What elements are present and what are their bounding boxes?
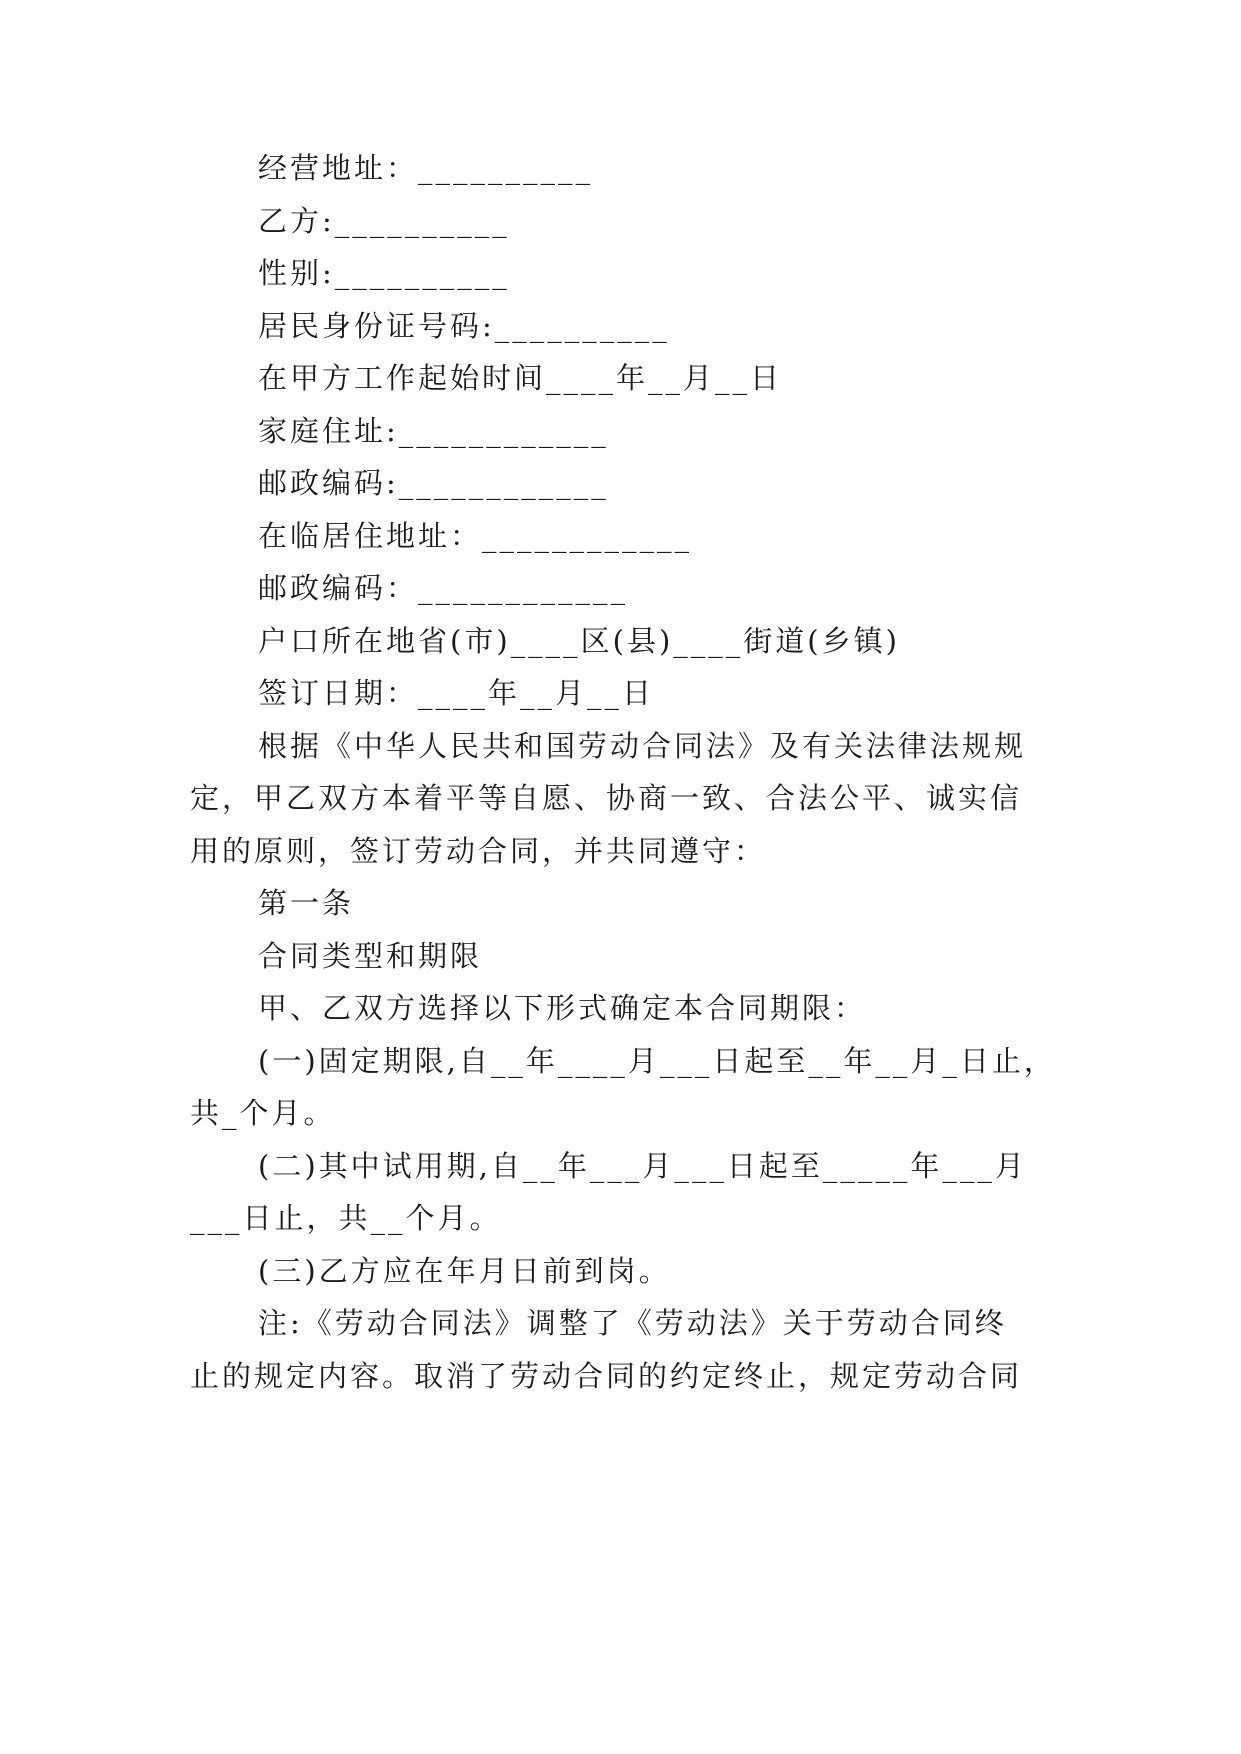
clause-1-line-2: 共_个月。 [190, 1096, 336, 1130]
article-number: 第一条 [258, 886, 355, 920]
gender-line: 性别:__________ [258, 256, 510, 290]
party-b-line: 乙方:__________ [258, 204, 510, 238]
article-lead: 甲、乙双方选择以下形式确定本合同期限： [258, 991, 867, 1025]
start-date-line: 在甲方工作起始时间____年__月__日 [258, 361, 783, 395]
clause-2-line-1: (二)其中试用期,自__年___月___日起至_____年___月 [258, 1149, 1027, 1183]
business-address-line: 经营地址：__________ [258, 151, 594, 185]
id-number-line: 居民身份证号码:__________ [258, 309, 670, 343]
clause-2-line-2: ___日止，共__个月。 [190, 1201, 502, 1235]
postal-code-line: 邮政编码:____________ [258, 466, 609, 500]
postal-code-2-line: 邮政编码：____________ [258, 571, 629, 605]
note-line-1: 注:《劳动合同法》调整了《劳动法》关于劳动合同终 [258, 1306, 1007, 1340]
household-registration-line: 户口所在地省(市)____区(县)____街道(乡镇) [258, 624, 900, 658]
signing-date-line: 签订日期：____年__月__日 [258, 676, 655, 710]
intro-paragraph-line-3: 用的原则，签订劳动合同，并共同遵守： [190, 834, 767, 868]
home-address-line: 家庭住址:____________ [258, 414, 609, 448]
intro-paragraph-line-1: 根据《中华人民共和国劳动合同法》及有关法律法规规 [258, 729, 1027, 763]
clause-3: (三)乙方应在年月日前到岗。 [258, 1254, 671, 1288]
clause-1-line-1: (一)固定期限,自__年____月___日起至__年__月_日止， [258, 1044, 1056, 1078]
note-line-2: 止的规定内容。取消了劳动合同的约定终止，规定劳动合同 [190, 1359, 1023, 1393]
temporary-address-line: 在临居住地址：____________ [258, 519, 693, 553]
intro-paragraph-line-2: 定，甲乙双方本着平等自愿、协商一致、合法公平、诚实信 [190, 781, 1023, 815]
article-title: 合同类型和期限 [258, 939, 483, 973]
